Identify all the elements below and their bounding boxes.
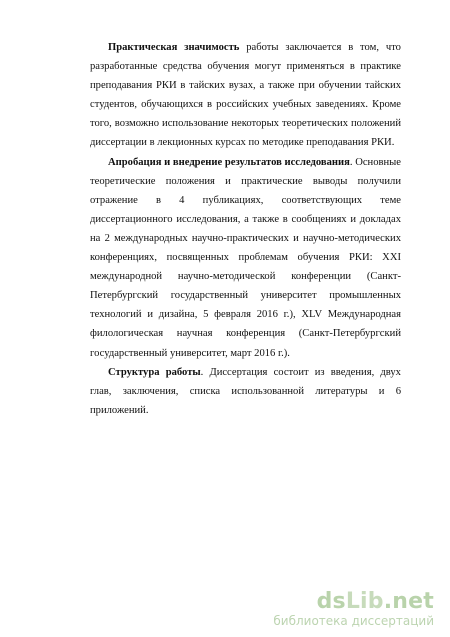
paragraph-text: . Диссертация состоит из введения, двух глав, заключения, списка использованной литературы и 6 приложений. — [90, 366, 401, 416]
paragraph-heading: Апробация и внедрение результатов исследования — [108, 156, 350, 168]
document-body — [90, 38, 401, 420]
dslib-logo: dsLib.net — [316, 589, 434, 614]
paragraph-structure — [90, 363, 401, 420]
paragraph-heading: Структура работы — [108, 366, 201, 378]
paragraph-approbation — [90, 153, 401, 363]
paragraph-heading: Практическая значимость — [108, 42, 240, 53]
dslib-watermark — [273, 590, 434, 629]
paragraph-text: . Основные теоретические положения и практические выводы получили отражение в 4 публикациях, соответствующих теме диссертационного исследования, а также в сообщениях и докладах на 2 международных научно-практических и научно-методических конференциях, посвященных проблемам обучения РКИ: XXI международной научно-методической конференции (Санкт-Петербургский государственный университет промышленных технологий и дизайна, 5 февраля 2016 г.), XLV Международная филологическая научная конференция (Санкт-Петербургский государственный университет, март 2016 г.). — [90, 156, 402, 359]
paragraph-practical-significance — [90, 38, 401, 153]
dslib-subtitle: библиотека диссертаций — [273, 614, 434, 628]
paragraph-text: работы заключается в том, что разработанные средства обучения могут применяться в практике преподавания РКИ в тайских вузах, а также при обучении тайских студентов, обучающихся в российских учебных заведениях. Кроме того, возможно использование некоторых теоретических положений диссертации в лекционных курсах по методике преподавания РКИ. — [90, 42, 401, 149]
